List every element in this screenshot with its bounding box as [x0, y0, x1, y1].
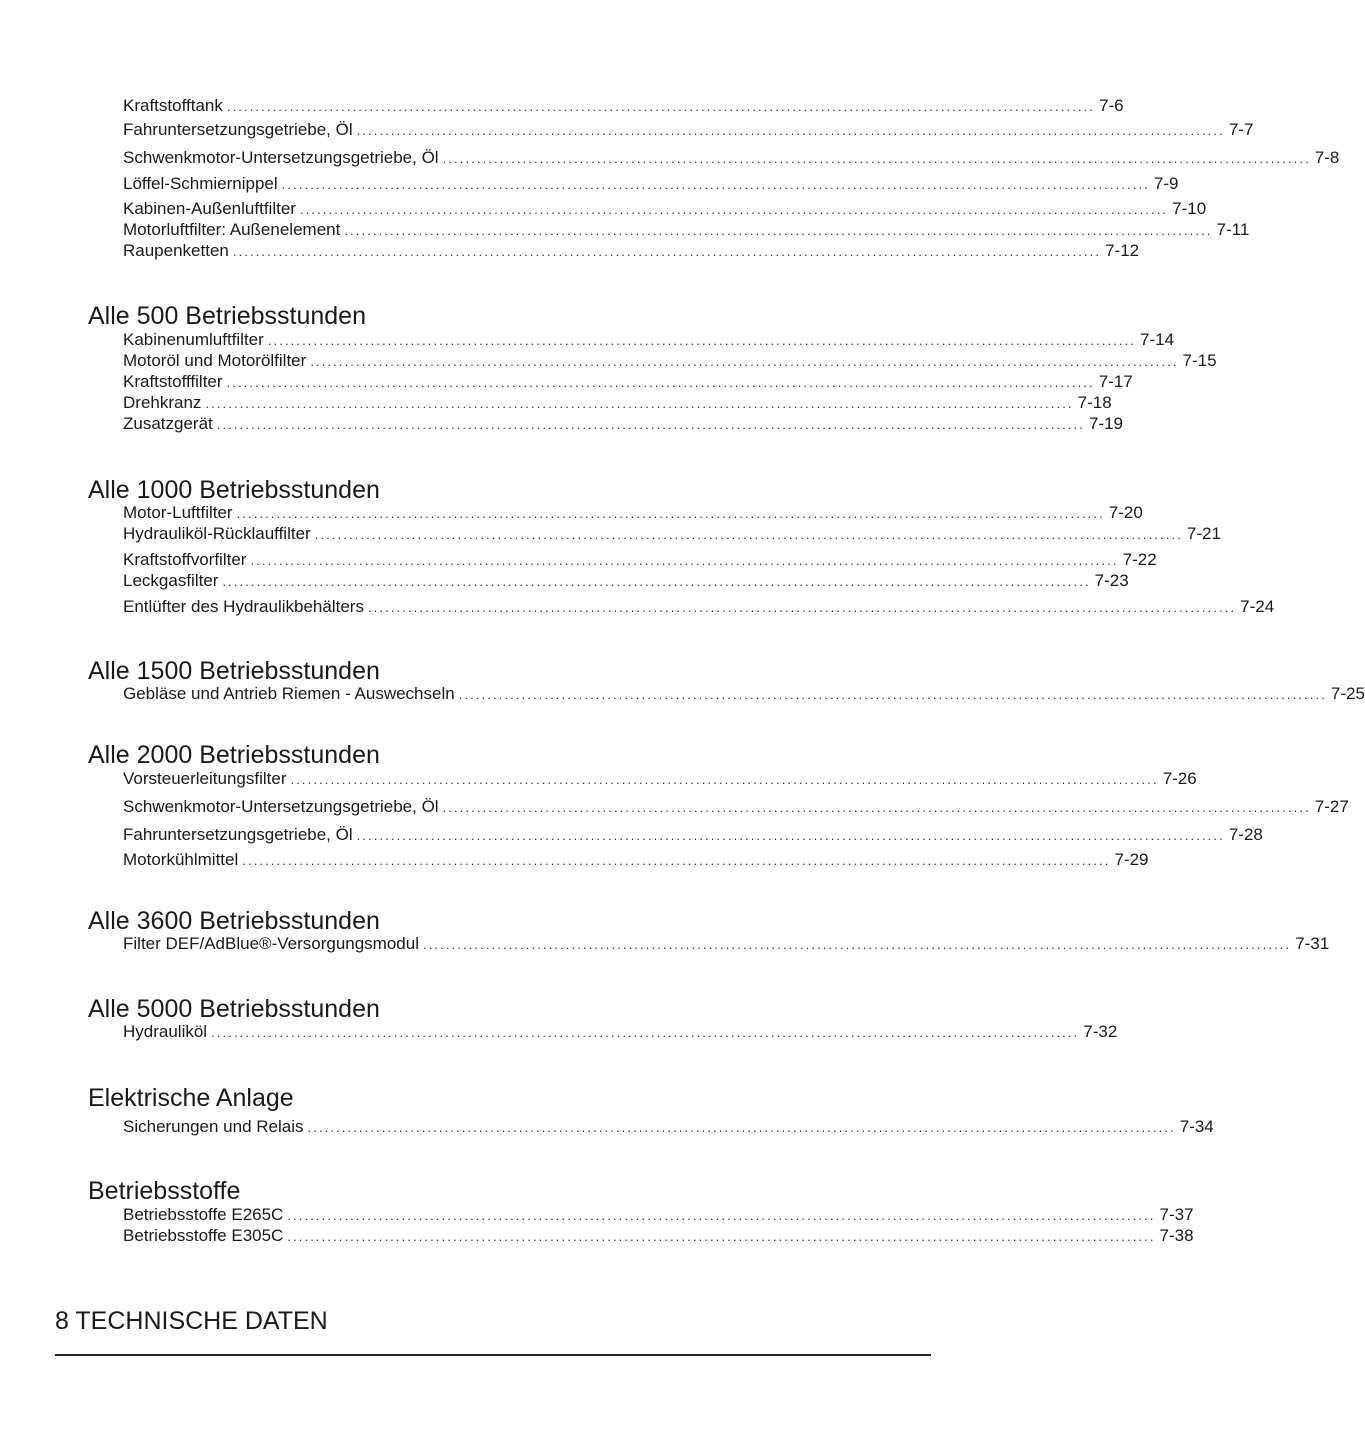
entry-page: 7-25 — [1330, 684, 1365, 703]
entry-page: 7-18 — [1077, 393, 1112, 412]
toc-entry-kabinen-aussenluftfilter[interactable] — [123, 199, 1207, 219]
dot-leader: ........................................................................................................................................................ — [458, 687, 1327, 702]
entry-label: Motor-Luftfilter — [123, 503, 233, 522]
dot-leader: ........................................................................................................................................................ — [216, 417, 1085, 432]
entry-page: 7-21 — [1186, 524, 1221, 543]
chapter-title[interactable]: 8 TECHNISCHE DATEN — [55, 1307, 328, 1335]
toc-entry[interactable] — [123, 503, 1143, 523]
entry-page: 7-9 — [1153, 174, 1179, 193]
toc-entry[interactable] — [123, 372, 1133, 392]
entry-page: 7-14 — [1140, 330, 1175, 349]
toc-entry[interactable] — [123, 550, 1157, 570]
entry-page: 7-20 — [1108, 503, 1143, 522]
entry-label: Motorkühlmittel — [123, 850, 239, 869]
section-heading: Alle 1500 Betriebsstunden — [88, 657, 380, 685]
entry-page: 7-32 — [1083, 1022, 1118, 1041]
toc-entry-raupenketten[interactable] — [123, 241, 1140, 261]
dot-leader: ........................................................................................................................................................ — [222, 574, 1091, 589]
dot-leader: ........................................................................................................................................................ — [310, 354, 1179, 369]
toc-entry[interactable] — [123, 684, 1365, 704]
toc-entry-motorluftfilter[interactable] — [123, 220, 1250, 240]
entry-page: 7-27 — [1314, 797, 1349, 816]
entry-label: Kraftstofftank — [123, 96, 223, 115]
entry-page: 7-38 — [1159, 1226, 1194, 1245]
entry-label: Filter DEF/AdBlue®-Versorgungsmodul — [123, 934, 419, 953]
dot-leader: ........................................................................................................................................................ — [442, 800, 1311, 815]
entry-label: Gebläse und Antrieb Riemen - Auswechseln — [123, 684, 455, 703]
entry-label: Kabinen-Außenluftfilter — [123, 199, 296, 218]
toc-entry[interactable] — [123, 1022, 1118, 1042]
entry-label: Leckgasfilter — [123, 571, 219, 590]
toc-entry-kraftstofftank[interactable] — [123, 96, 1124, 116]
entry-label: Betriebsstoffe E305C — [123, 1226, 284, 1245]
entry-label: Hydrauliköl-Rücklauffilter — [123, 524, 311, 543]
toc-entry[interactable] — [123, 797, 1349, 817]
section-heading: Alle 3600 Betriebsstunden — [88, 907, 380, 935]
section-heading: Alle 2000 Betriebsstunden — [88, 741, 380, 769]
entry-label: Motoröl und Motorölfilter — [123, 351, 307, 370]
entry-label: Zusatzgerät — [123, 414, 213, 433]
entry-page: 7-26 — [1162, 769, 1197, 788]
toc-entry[interactable] — [123, 414, 1123, 434]
toc-entry[interactable] — [123, 769, 1197, 789]
entry-label: Raupenketten — [123, 241, 229, 260]
toc-entry[interactable] — [123, 934, 1330, 954]
toc-entry[interactable] — [123, 1117, 1214, 1137]
entry-page: 7-31 — [1295, 934, 1330, 953]
toc-entry[interactable] — [123, 571, 1129, 591]
toc-entry[interactable] — [123, 351, 1217, 371]
entry-label: Betriebsstoffe E265C — [123, 1205, 284, 1224]
entry-label: Kabinenumluftfilter — [123, 330, 264, 349]
dot-leader: ........................................................................................................................................................ — [250, 553, 1119, 568]
section-heading: Elektrische Anlage — [88, 1084, 294, 1112]
entry-label: Vorsteuerleitungsfilter — [123, 769, 287, 788]
dot-leader: ........................................................................................................................................................ — [314, 527, 1183, 542]
dot-leader: ........................................................................................................................................................ — [442, 151, 1311, 166]
entry-label: Hydrauliköl — [123, 1022, 208, 1041]
section-heading: Betriebsstoffe — [88, 1177, 241, 1205]
entry-label: Schwenkmotor-Untersetzungsgetriebe, Öl — [123, 148, 439, 167]
entry-page: 7-37 — [1159, 1205, 1194, 1224]
entry-label: Fahruntersetzungsgetriebe, Öl — [123, 120, 353, 139]
dot-leader: ........................................................................................................................................................ — [287, 1229, 1156, 1244]
dot-leader: ........................................................................................................................................................ — [267, 333, 1137, 348]
dot-leader: ........................................................................................................................................................ — [281, 177, 1150, 192]
toc-entry-schwenkmotor[interactable] — [123, 148, 1340, 168]
toc-entry[interactable] — [123, 524, 1221, 544]
toc-entry[interactable] — [123, 330, 1175, 350]
dot-leader: ........................................................................................................................................................ — [307, 1120, 1176, 1135]
entry-page: 7-28 — [1228, 825, 1263, 844]
entry-page: 7-8 — [1314, 148, 1340, 167]
dot-leader: ........................................................................................................................................................ — [205, 396, 1074, 411]
dot-leader: ........................................................................................................................................................ — [422, 937, 1292, 952]
dot-leader: ........................................................................................................................................................ — [242, 853, 1111, 868]
section-heading: Alle 500 Betriebsstunden — [88, 302, 366, 330]
entry-label: Kraftstofffilter — [123, 372, 223, 391]
entry-page: 7-24 — [1240, 597, 1275, 616]
section-heading: Alle 1000 Betriebsstunden — [88, 476, 380, 504]
entry-label: Motorluftfilter: Außenelement — [123, 220, 341, 239]
entry-page: 7-22 — [1122, 550, 1157, 569]
toc-entry[interactable] — [123, 597, 1275, 617]
dot-leader: ........................................................................................................................................................ — [226, 375, 1095, 390]
dot-leader: ........................................................................................................................................................ — [226, 99, 1096, 114]
entry-page: 7-29 — [1114, 850, 1149, 869]
entry-page: 7-6 — [1099, 96, 1124, 115]
entry-label: Löffel-Schmiernippel — [123, 174, 278, 193]
toc-entry-loeffel-schmiernippel[interactable] — [123, 174, 1179, 194]
entry-page: 7-34 — [1179, 1117, 1214, 1136]
entry-label: Kraftstoffvorfilter — [123, 550, 247, 569]
section-heading: Alle 5000 Betriebsstunden — [88, 995, 380, 1023]
toc-entry[interactable] — [123, 1226, 1194, 1246]
dot-leader: ........................................................................................................................................................ — [344, 223, 1213, 238]
dot-leader: ........................................................................................................................................................ — [232, 244, 1102, 259]
toc-entry[interactable] — [123, 850, 1149, 870]
dot-leader: ........................................................................................................................................................ — [211, 1025, 1080, 1040]
dot-leader: ........................................................................................................................................................ — [299, 202, 1169, 217]
chapter-divider — [55, 1354, 931, 1356]
entry-page: 7-7 — [1228, 120, 1254, 139]
toc-entry-fahruntersetzungsgetriebe[interactable] — [123, 120, 1254, 140]
entry-label: Drehkranz — [123, 393, 202, 412]
entry-page: 7-19 — [1088, 414, 1123, 433]
dot-leader: ........................................................................................................................................................ — [367, 600, 1237, 615]
entry-page: 7-10 — [1172, 199, 1207, 218]
dot-leader: ........................................................................................................................................................ — [287, 1208, 1156, 1223]
dot-leader: ........................................................................................................................................................ — [356, 828, 1225, 843]
entry-page: 7-17 — [1098, 372, 1133, 391]
toc-entry[interactable] — [123, 393, 1112, 413]
entry-page: 7-11 — [1216, 220, 1250, 239]
entry-label: Schwenkmotor-Untersetzungsgetriebe, Öl — [123, 797, 439, 816]
toc-entry[interactable] — [123, 825, 1263, 845]
entry-page: 7-12 — [1105, 241, 1140, 260]
entry-label: Entlüfter des Hydraulikbehälters — [123, 597, 364, 616]
entry-label: Sicherungen und Relais — [123, 1117, 304, 1136]
entry-page: 7-23 — [1094, 571, 1129, 590]
dot-leader: ........................................................................................................................................................ — [236, 506, 1105, 521]
dot-leader: ........................................................................................................................................................ — [290, 772, 1159, 787]
entry-page: 7-15 — [1182, 351, 1217, 370]
dot-leader: ........................................................................................................................................................ — [356, 123, 1225, 138]
toc-entry[interactable] — [123, 1205, 1194, 1225]
entry-label: Fahruntersetzungsgetriebe, Öl — [123, 825, 353, 844]
